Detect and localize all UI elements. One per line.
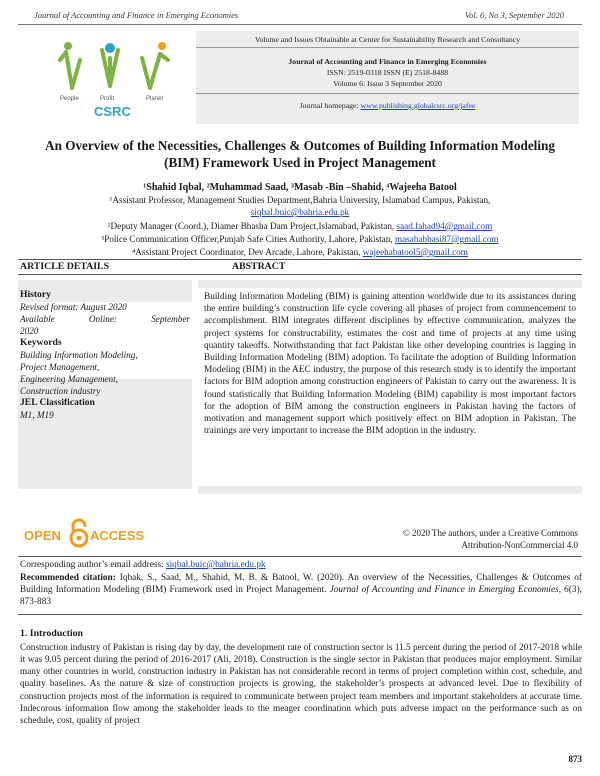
affiliation-2 <box>20 220 580 232</box>
journal-homepage <box>196 101 579 110</box>
license-line-2: Attribution-NonCommercial 4.0 <box>461 540 578 550</box>
journal-homepage-link[interactable]: www.publishing.globalcsrc.org/jafee <box>360 101 476 110</box>
article-title <box>20 137 580 171</box>
affiliation-1-text: ¹Assistant Professor, Management Studies Department,Bahria University, Islamabad Campus, Pakistan, <box>109 195 491 205</box>
logo-label-people: People <box>60 96 79 102</box>
citation-top-rule <box>18 556 582 557</box>
introduction-heading: 1. Introduction <box>20 628 83 639</box>
journal-homepage-label: Journal homepage: <box>299 101 361 110</box>
keyword-1: Building Information Modeling, <box>20 350 138 360</box>
journal-box-issn: ISSN: 2519-0318 ISSN (E) 2518-8488 <box>326 68 449 77</box>
abstract-heading: ABSTRACT <box>232 261 286 272</box>
history-label: History <box>20 289 51 300</box>
corresponding-email[interactable]: siqbal.buic@bahria.edu.pk <box>165 560 266 570</box>
corresponding-label: Corresponding author’s email address: <box>20 560 166 570</box>
details-top-rule <box>18 259 582 260</box>
keywords-label: Keywords <box>20 337 62 348</box>
author-email-1[interactable]: siqbal.buic@bahria.edu.pk <box>250 207 350 217</box>
revised-format: Revised format: August 2020 <box>20 302 127 312</box>
citation-tail: (3), 873-883 <box>20 585 582 608</box>
available-online-year: 2020 <box>20 326 39 336</box>
journal-info-box <box>196 31 579 124</box>
introduction-text: Construction industry of Pakistan is rising day by day, the development rate of construction sector is 11.5 percent during the period of 2017-2018 while it was 9.05 percent during the period of 2016-2017 (Ali, 2018). Construction is the single sector in Pakistan that produces major employment. Similar many other countries in world, construction industry in Pakistan has not considerable record in terms of project completion within cost, schedule, and quality baselines. As the nature & size of construction projects is growing, the stakeholder’s prospects at advanced level. Due to flexibility of construction projects most of the information is required to communicate between project team members and important stakeholders at accurate time. Indecorous information flow among the stakeholder leads to the meager coordination which puts adverse impact on the performance such as on schedule, cost, quality of project <box>20 643 582 726</box>
author-email-2[interactable]: saad.fahad94@gmail.com <box>396 221 493 231</box>
header-divider <box>18 24 582 25</box>
keyword-3: Engineering Management, <box>20 374 118 384</box>
license-notice <box>348 527 578 551</box>
affiliation-1 <box>20 194 580 206</box>
csrc-logo-icon <box>56 30 176 120</box>
abstract-bottom-box <box>198 486 582 494</box>
keyword-2: Project Management, <box>20 362 100 372</box>
journal-box-line1: Volume and Issues Obtainable at Center for Sustainability Research and Consultancy <box>254 35 521 44</box>
journal-box-rule <box>196 47 579 48</box>
page-number: 873 <box>568 754 582 764</box>
article-details-panel <box>20 289 190 421</box>
keyword-4: Construction industry <box>20 386 101 396</box>
journal-box-rule-2 <box>196 93 579 94</box>
recommended-citation <box>20 572 582 609</box>
abstract-top-box <box>198 280 582 288</box>
license-line-1: © 2020 The authors, under a Creative Commons <box>402 528 578 538</box>
citation-bottom-rule <box>18 614 582 615</box>
affiliation-3 <box>20 233 580 245</box>
author-names: ¹Shahid Iqbal, ²Muhammad Saad, ³Masab -Bin –Shahid, ⁴Wajeeha Batool <box>143 182 457 193</box>
logo-label-planet: Planet <box>146 96 164 102</box>
affiliation-4-text: ⁴Assistant Project Coordinator, Dev Arcade, Lahore, Pakistan, <box>132 247 363 257</box>
jel-label: JEL Classification <box>20 397 95 408</box>
journal-box-title: Journal of Accounting and Finance in Emerging Economies <box>288 57 487 66</box>
open-access-word-access: ACCESS <box>90 528 145 543</box>
citation-journal: Journal of Accounting and Finance in Emerging Economies, 6 <box>329 585 569 596</box>
citation-label: Recommended citation: <box>20 573 116 583</box>
title-line-2: (BIM) Framework Used in Project Management <box>164 155 436 170</box>
details-bottom-rule <box>18 274 582 275</box>
title-line-1: An Overview of the Necessities, Challenges & Outcomes of Building Information Modeling <box>45 138 555 153</box>
journal-box-volume: Volume 6: Issue 3 September 2020 <box>333 79 442 88</box>
author-email-3[interactable]: masababbasi87@gmail.com <box>394 234 499 244</box>
open-access-icon <box>24 518 152 548</box>
author-list <box>20 181 580 194</box>
affiliation-2-text: ²Deputy Manager (Coord.), Diamer Bhasha Dam Project,Islamabad, Pakistan, <box>107 221 397 231</box>
csrc-logo <box>56 30 176 120</box>
open-access-logo <box>24 518 152 548</box>
running-head-journal: Journal of Accounting and Finance in Emerging Economies <box>34 10 239 20</box>
jel-codes: M1, M19 <box>20 410 54 420</box>
logo-label-profit: Profit <box>100 96 115 102</box>
open-access-word-open: OPEN <box>24 528 61 543</box>
available-online: Available Online: September <box>20 314 190 324</box>
citation-text: Iqbak, S., Saad, M., Shahid, M. B. & Batool, W. (2020). An overview of the Necessities, Challenges & Outcomes of Building Information Modeling (BIM) Framework used in Project Management. <box>20 573 582 596</box>
running-head-volume: Vol. 6, No 3, September 2020 <box>464 10 564 20</box>
author-email-4[interactable]: wajeehabatool5@gmail.com <box>362 247 468 257</box>
corresponding-author <box>20 559 582 571</box>
logo-acronym: CSRC <box>94 104 131 119</box>
abstract-text: Building Information Modeling (BIM) is gaining attention worldwide due to its assistances during the entire building’s construction life cycle covering all phases of project from commencement to accomplishment. BIM integrates different disciplines by effective communication, analyzes the project systems for constructability, estimates the cost and time of projects at any time using quantity takeoffs. Notwithstanding that fact Pakistan like other developing countries is lagging in Building Information Modeling (BIM) adoption. To facilitate the adoption of Building Information Modeling (BIM) in the AEC industry, the purpose of this research study is to identify the important factors for BIM adoption among construction engineers of Pakistan to carry out the awareness. It is found statistically that Building Information Modeling (BIM) capability is most important factors for the adoption of BIM among the construction engineers in Pakistan having the factors of motivation and management support which positively effect on BIM adoption in Pakistan. The trainings are very important to increase the BIM adoption in the industry. <box>204 292 576 437</box>
affiliation-1-email <box>20 206 580 218</box>
article-details-heading: ARTICLE DETAILS <box>20 261 110 272</box>
affiliation-4 <box>20 246 580 258</box>
affiliation-3-text: ³Police Communication Officer,Punjab Safe Cities Authority, Lahore, Pakistan, <box>101 234 395 244</box>
